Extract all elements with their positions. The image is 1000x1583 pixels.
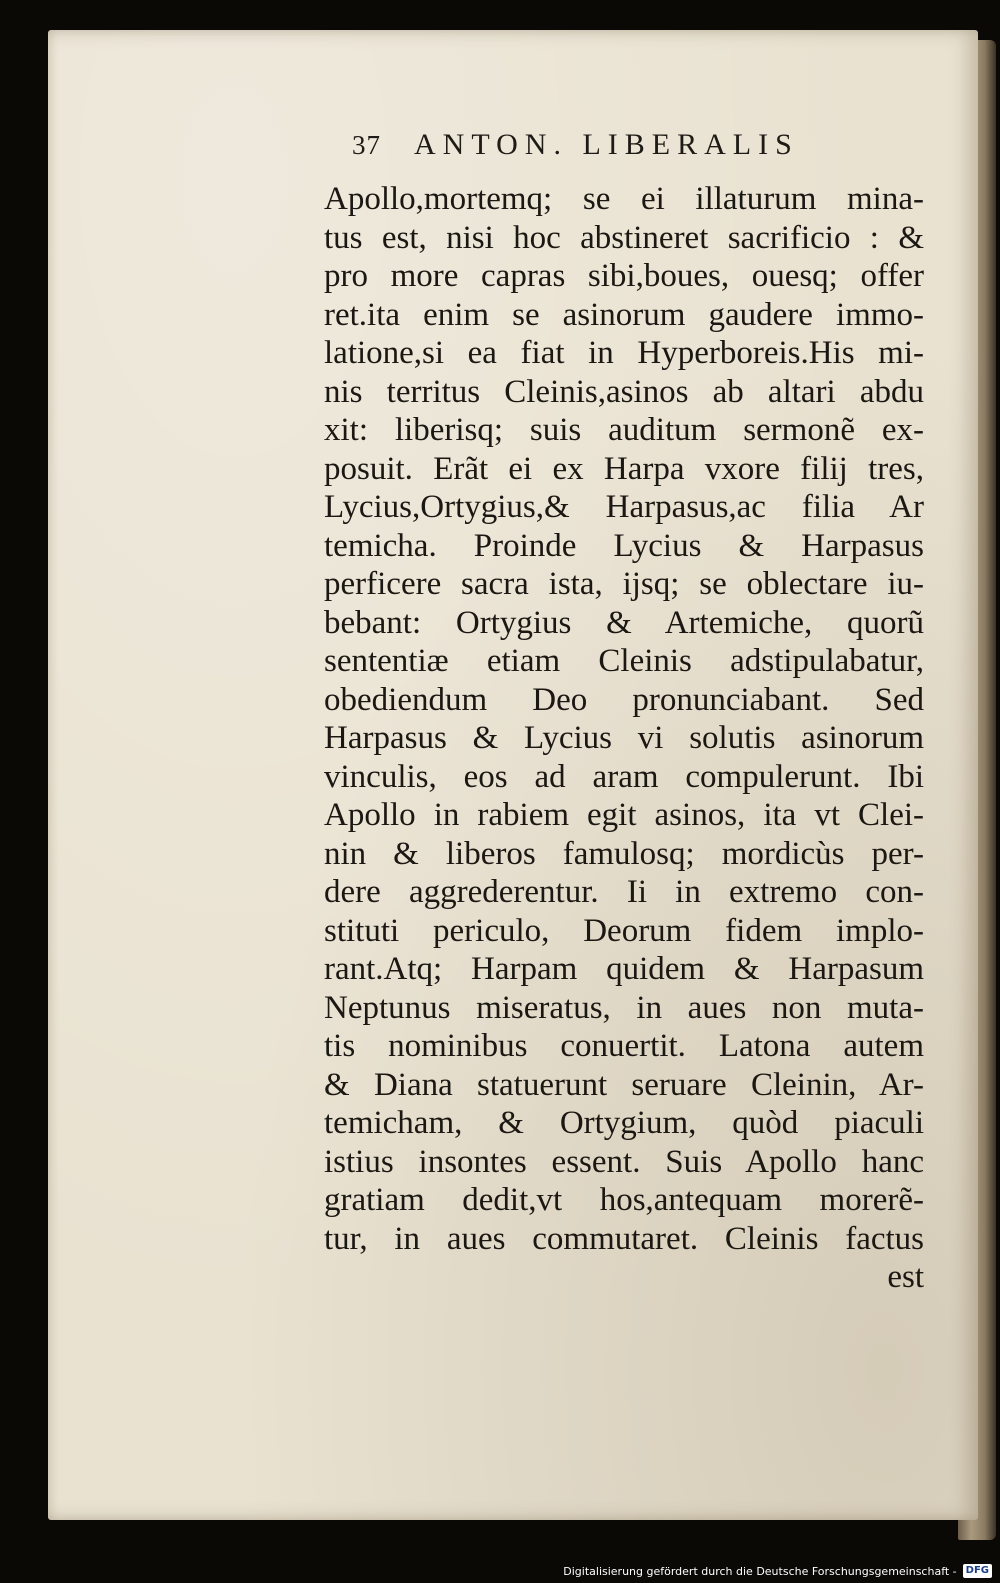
text-line: tur, in aues commutaret. Cleinis factus — [324, 1220, 924, 1257]
text-line: Apollo,mortemq; se ei illaturum mina- — [324, 181, 924, 217]
text-line: tis nominibus conuertit. Latona autem — [324, 1028, 924, 1064]
catchword: est — [887, 1259, 924, 1295]
text-line: & Diana statuerunt seruare Cleinin, Ar- — [324, 1066, 924, 1103]
text-line: ret.ita enim se asinorum gaudere immo- — [324, 296, 924, 333]
text-line: istius insontes essent. Suis Apollo hanc — [324, 1143, 924, 1180]
page-number: 37 — [352, 130, 381, 160]
funding-footer — [563, 1562, 992, 1580]
text-line: posuit. Erãt ei ex Harpa vxore filij tres, — [324, 450, 924, 487]
text-line: nin & liberos famulosq; mordicùs per- — [324, 835, 924, 872]
text-line: stituti periculo, Deorum fidem implo- — [324, 912, 924, 949]
text-line: sententiæ etiam Cleinis adstipulabatur, — [324, 643, 924, 679]
text-line: obediendum Deo pronunciabant. Sed — [324, 681, 924, 718]
text-line: perficere sacra ista, ijsq; se oblectare iu- — [324, 566, 924, 602]
text-line: vinculis, eos ad aram compulerunt. Ibi — [324, 758, 924, 795]
text-line: temicham, & Ortygium, quòd piaculi — [324, 1105, 924, 1141]
text-line: latione,si ea fiat in Hyperboreis.His mi- — [324, 335, 924, 371]
text-line: tus est, nisi hoc abstineret sacrificio : & — [324, 219, 924, 256]
funding-text: Digitalisierung gefördert durch die Deutsche Forschungsgemeinschaft - — [563, 1564, 957, 1578]
text-line: gratiam dedit,vt hos,antequam morerẽ- — [324, 1182, 924, 1218]
body-text — [324, 180, 924, 1297]
text-line: Apollo in rabiem egit asinos, ita vt Clei- — [324, 797, 924, 833]
text-line: xit: liberisq; suis auditum sermonẽ ex- — [324, 412, 924, 448]
text-line: pro more capras sibi,boues, ouesq; offer — [324, 258, 924, 294]
text-line: bebant: Ortygius & Artemiche, quorũ — [324, 604, 924, 641]
running-head — [352, 128, 882, 168]
text-line: Lycius,Ortygius,& Harpasus,ac filia Ar — [324, 489, 924, 525]
text-line: dere aggrederentur. Ii in extremo con- — [324, 874, 924, 910]
running-title: ANTON. LIBERALIS — [414, 128, 799, 161]
text-line: Neptunus miseratus, in aues non muta- — [324, 989, 924, 1026]
dfg-logo-icon: DFG — [963, 1564, 992, 1578]
text-line: Harpasus & Lycius vi solutis asinorum — [324, 720, 924, 756]
text-line: nis territus Cleinis,asinos ab altari abdu — [324, 373, 924, 410]
text-line: rant.Atq; Harpam quidem & Harpasum — [324, 951, 924, 987]
text-line: temicha. Proinde Lycius & Harpasus — [324, 527, 924, 564]
